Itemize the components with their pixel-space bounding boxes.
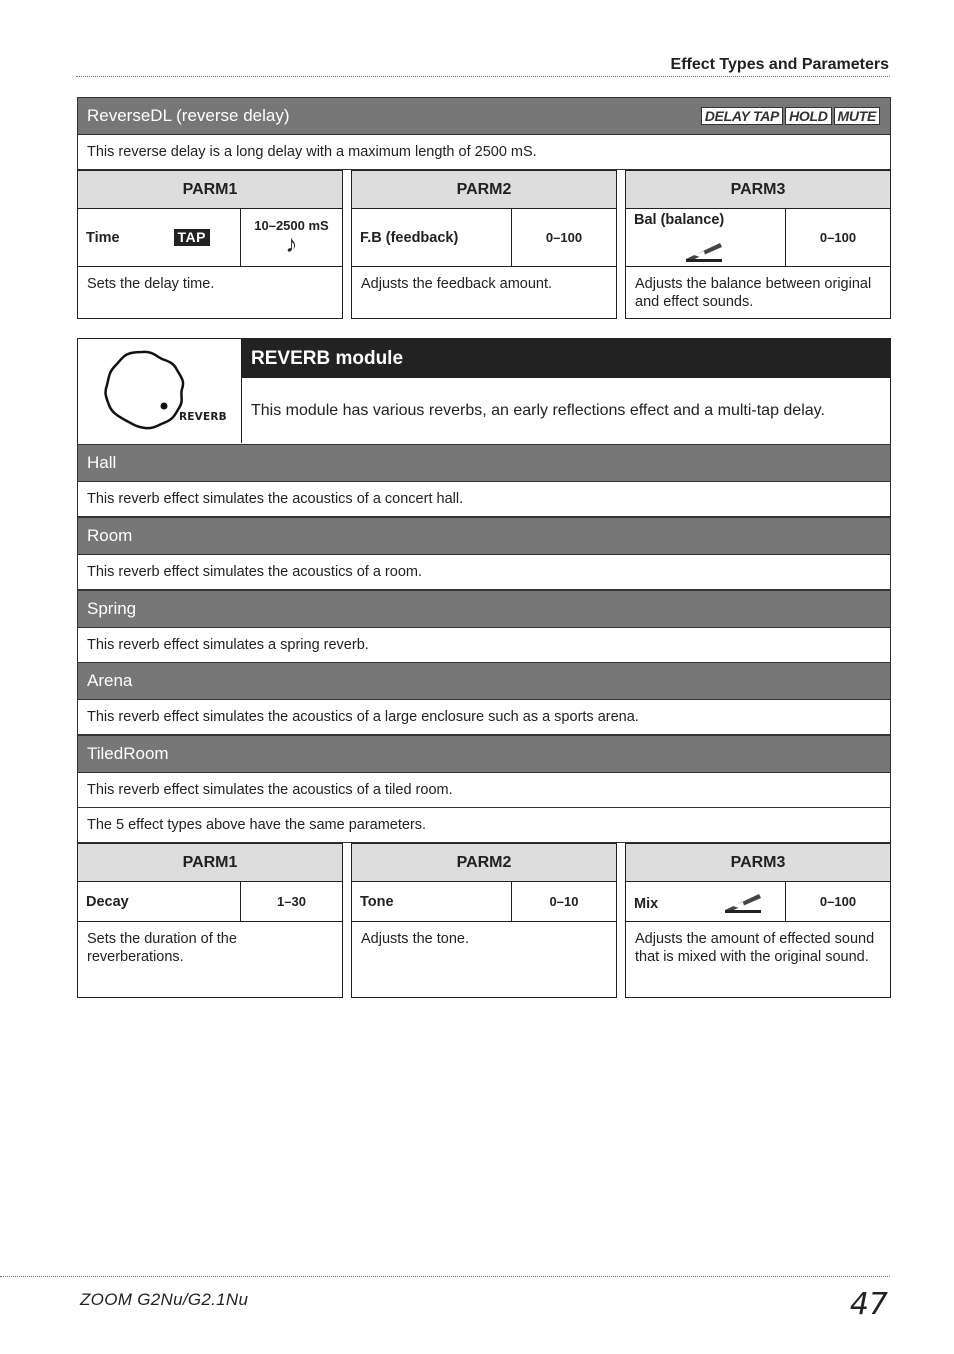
header-divider [76, 76, 890, 77]
footer-divider [0, 1276, 890, 1277]
module-description: This module has various reverbs, an early reflections effect and a multi-tap delay. [251, 401, 825, 419]
parm-range-cell [511, 209, 616, 266]
page-number: 47 [849, 1287, 888, 1322]
effect-band-arena: Arena [77, 662, 891, 700]
row-divider [78, 921, 342, 922]
effect-description: This reverb effect simulates the acoustics of a room. [77, 555, 891, 590]
parm-name: Decay [86, 893, 129, 910]
parm-table-3 [625, 170, 891, 319]
parm-name: F.B (feedback) [360, 229, 459, 246]
row-divider [352, 266, 616, 267]
parm-header: PARM3 [626, 171, 890, 209]
page-header-title: Effect Types and Parameters [670, 56, 889, 73]
parm-table-2 [351, 843, 617, 998]
parm-range: 0–100 [819, 230, 857, 245]
effect-description: This reverb effect simulates the acoustics of a concert hall. [77, 482, 891, 517]
knob-cell [78, 339, 242, 443]
effect-badges [699, 106, 880, 126]
parm-range-cell [240, 209, 342, 266]
row-divider [352, 921, 616, 922]
parm-description: Sets the duration of the reverberations. [87, 931, 237, 965]
parm-name: Time [86, 229, 120, 246]
effect-description: This reverse delay is a long delay with a maximum length of 2500 mS. [77, 135, 891, 170]
parm-header: PARM1 [78, 171, 342, 209]
shared-parameters-note: The 5 effect types above have the same parameters. [77, 808, 891, 843]
reverb-knob-icon [78, 339, 238, 443]
parm-range: 10–2500 mS [254, 218, 329, 233]
parm-name: Bal (balance) [634, 212, 725, 228]
expression-pedal-icon [723, 890, 763, 914]
parm-range: 1–30 [277, 894, 306, 909]
parm-name: Tone [360, 893, 394, 910]
parm-table-1 [77, 170, 343, 319]
parm-header: PARM2 [352, 171, 616, 209]
reverb-module-header [77, 338, 891, 445]
module-title: REVERB module [242, 339, 890, 378]
parm-range-cell [785, 209, 890, 266]
parm-range-cell [240, 882, 342, 921]
row-divider [626, 921, 890, 922]
parm-header: PARM1 [78, 844, 342, 882]
parm-table-3 [625, 843, 891, 998]
parm-table-1 [77, 843, 343, 998]
effect-name: ReverseDL (reverse delay) [87, 106, 290, 125]
effect-band-room: Room [77, 517, 891, 555]
expression-pedal-icon [684, 239, 724, 263]
tap-icon: TAP [174, 229, 210, 246]
badge-delay-tap: DELAY TAP [701, 107, 783, 125]
badge-hold: HOLD [785, 107, 831, 125]
effect-description: This reverb effect simulates a spring reverb. [77, 628, 891, 663]
effect-band-tiledroom: TiledRoom [77, 735, 891, 773]
parm-description: Sets the delay time. [87, 276, 215, 292]
row-divider [626, 266, 890, 267]
eighth-note-icon: ♪ [285, 231, 298, 258]
footer-brand: ZOOM G2Nu/G2.1Nu [80, 1290, 249, 1309]
parm-range-cell [511, 882, 616, 921]
parm-name-cell [626, 209, 795, 269]
knob-label: REVERB [179, 411, 227, 423]
parm-name-cell [78, 209, 250, 266]
parm-range: 0–10 [549, 894, 579, 909]
parm-description: Adjusts the tone. [361, 931, 470, 947]
effect-band-reversedl [77, 97, 891, 135]
parm-table-2 [351, 170, 617, 319]
parm-range: 0–100 [819, 894, 857, 909]
effect-description: This reverb effect simulates the acoustics of a large enclosure such as a sports arena. [77, 700, 891, 735]
effect-description: This reverb effect simulates the acoustics of a tiled room. [77, 773, 891, 808]
badge-mute: MUTE [834, 107, 880, 125]
effect-band-hall: Hall [77, 444, 891, 482]
parm-name: Mix [634, 895, 659, 912]
parm-range-cell [785, 882, 890, 921]
parm-header: PARM3 [626, 844, 890, 882]
parm-name-cell [626, 882, 795, 921]
effect-band-spring: Spring [77, 590, 891, 628]
parm-header: PARM2 [352, 844, 616, 882]
parm-range: 0–100 [545, 230, 583, 245]
row-divider [78, 266, 342, 267]
parm-description: Adjusts the feedback amount. [361, 276, 553, 292]
parm-description: Adjusts the balance between original and effect sounds. [635, 276, 872, 310]
parm-description: Adjusts the amount of effected sound that is mixed with the original sound. [635, 931, 875, 965]
